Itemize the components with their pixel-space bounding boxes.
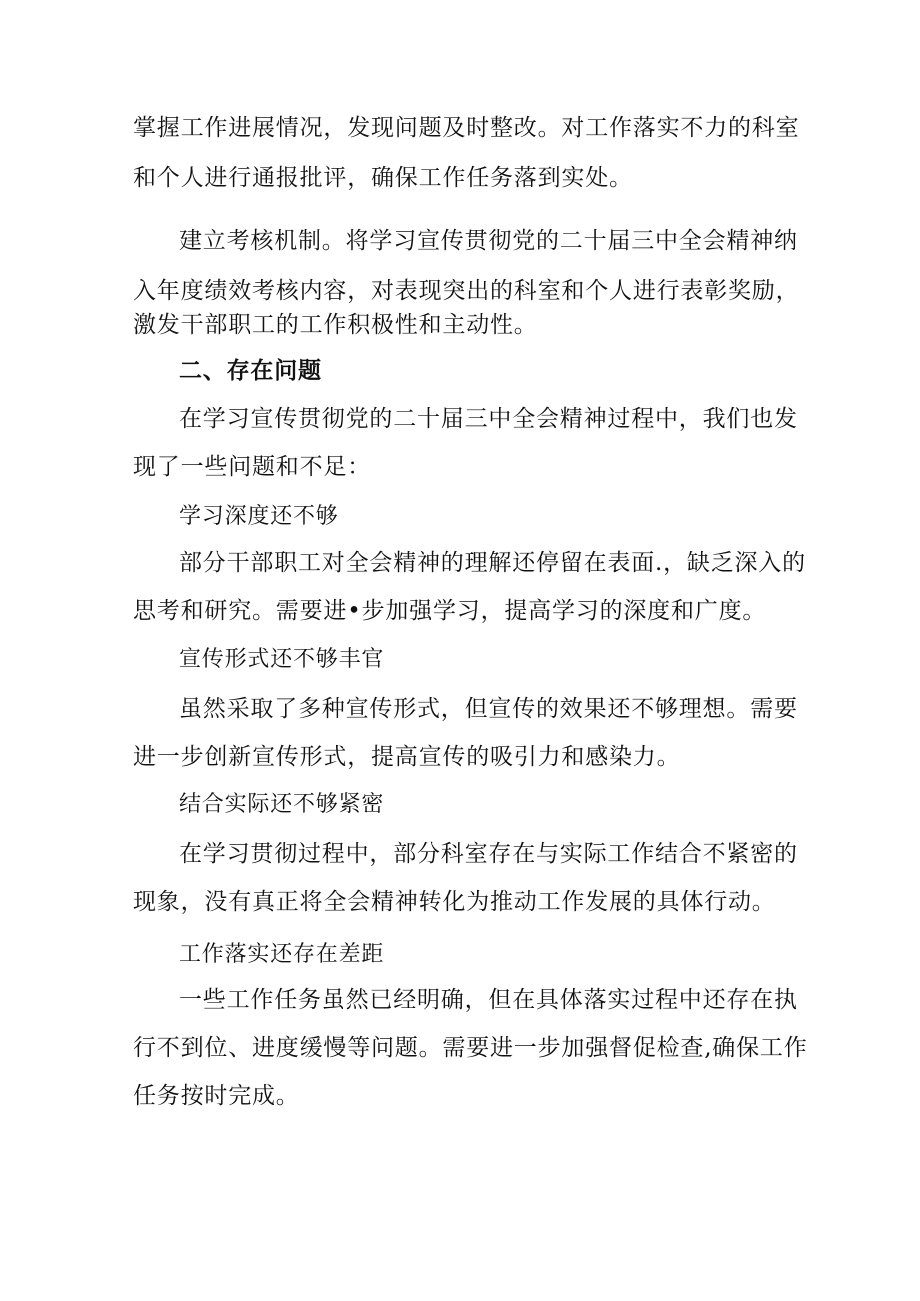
body-text-line: 在学习贯彻过程中，部分科室存在与实际工作结合不紧密的 bbox=[179, 841, 798, 867]
body-text-line: 在学习宣传贯彻党的二十届三中全会精神过程中，我们也发 bbox=[179, 406, 798, 432]
body-text-line: 一些工作任务虽然已经明确，但在具体落实过程中还存在执 bbox=[179, 987, 798, 1013]
body-text-line: 思考和研究。需要进•步加强学习，提高学习的深度和广度。 bbox=[133, 598, 767, 624]
section-heading: 二、存在问题 bbox=[179, 357, 322, 384]
body-text-line: 行不到位、进度缓慢等问题。需要进一步加强督促检查,确保工作 bbox=[133, 1035, 808, 1061]
body-text-line: 进一步创新宣传形式，提高宣传的吸引力和感染力。 bbox=[133, 744, 681, 770]
body-text-line: 任务按时完成。 bbox=[133, 1083, 300, 1109]
subheading: 工作落实还存在差距 bbox=[179, 942, 385, 967]
subheading: 宣传形式还不够丰官 bbox=[179, 647, 385, 672]
subheading: 学习深度还不够 bbox=[179, 504, 339, 529]
body-text-line: 现了一些问题和不足： bbox=[133, 454, 371, 480]
body-text-line: 入年度绩效考核内容，对表现突出的科室和个人进行表彰奖励， bbox=[133, 278, 800, 304]
body-text-line: 部分干部职工对全会精神的理解还停留在表面.，缺乏深入的 bbox=[179, 550, 806, 576]
body-text-line: 虽然采取了多种宣传形式，但宣传的效果还不够理想。需要 bbox=[179, 696, 798, 722]
body-text-line: 和个人进行通报批评，确保工作任务落到实处。 bbox=[133, 165, 633, 191]
body-text-line: 掌握工作进展情况，发现问题及时整改。对工作落实不力的科室 bbox=[133, 115, 800, 141]
body-text-line: 建立考核机制。将学习宣传贯彻党的二十届三中全会精神纳 bbox=[179, 228, 798, 254]
subheading: 结合实际还不够紧密 bbox=[179, 792, 385, 817]
body-text-line: 激发干部职工的工作积极性和主动性。 bbox=[133, 312, 538, 338]
body-text-line: 现象，没有真正将全会精神转化为推动工作发展的具体行动。 bbox=[133, 889, 776, 915]
